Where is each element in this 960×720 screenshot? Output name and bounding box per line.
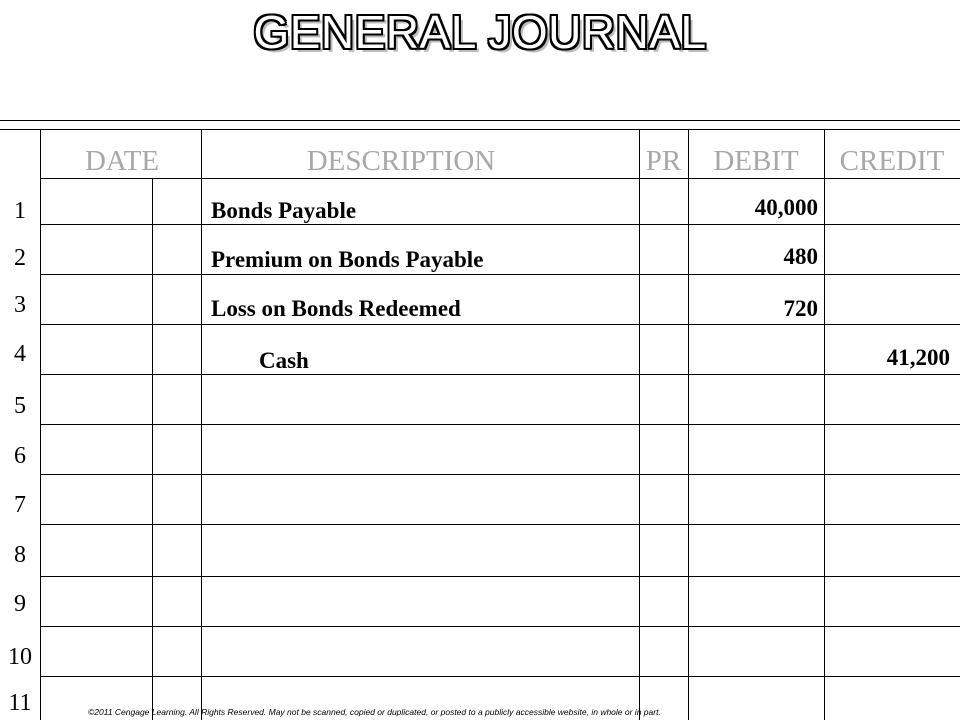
row-rule <box>40 576 960 577</box>
row-number: 6 <box>14 443 26 469</box>
copyright-notice: ©2011 Cengage Learning. All Rights Reserved. May not be scanned, copied or duplicated, or posted to a publicly accessible website, in whole or in part. <box>88 707 661 717</box>
row-number: 11 <box>8 690 32 716</box>
row-number: 3 <box>14 292 26 318</box>
entry-credit: 41,200 <box>886 345 950 370</box>
entry-description: Cash <box>259 348 309 373</box>
row-number: 5 <box>14 393 26 419</box>
row-rule <box>40 474 960 475</box>
entry-description: Premium on Bonds Payable <box>211 247 484 272</box>
row-number: 7 <box>14 492 26 518</box>
entry-debit: 40,000 <box>754 195 818 220</box>
row-rule <box>40 626 960 627</box>
entry-description: Bonds Payable <box>211 198 357 223</box>
row-number: 10 <box>8 644 32 670</box>
row-rule <box>40 524 960 525</box>
row-rule <box>40 676 960 677</box>
header-rule <box>0 129 960 130</box>
row-number: 8 <box>14 542 26 568</box>
column-line-date-split <box>152 178 153 720</box>
header-description: DESCRIPTION <box>306 145 496 177</box>
row-rule <box>40 374 960 375</box>
header-debit: DEBIT <box>713 145 799 177</box>
page-title: GENERAL JOURNAL <box>253 6 707 58</box>
header-credit: CREDIT <box>839 145 945 177</box>
row-rule <box>40 324 960 325</box>
row-rule <box>40 224 960 225</box>
row-rule <box>40 178 960 179</box>
row-number: 9 <box>14 591 26 617</box>
entry-description: Loss on Bonds Redeemed <box>211 296 461 321</box>
header-date: DATE <box>84 145 160 177</box>
row-rule <box>40 274 960 275</box>
row-number: 1 <box>14 198 26 224</box>
row-rule <box>40 424 960 425</box>
entry-debit: 720 <box>783 296 818 321</box>
top-rule <box>0 120 960 121</box>
row-number: 4 <box>14 341 26 367</box>
entry-debit: 480 <box>783 244 818 269</box>
row-number: 2 <box>14 245 26 271</box>
header-pr: PR <box>645 145 682 177</box>
